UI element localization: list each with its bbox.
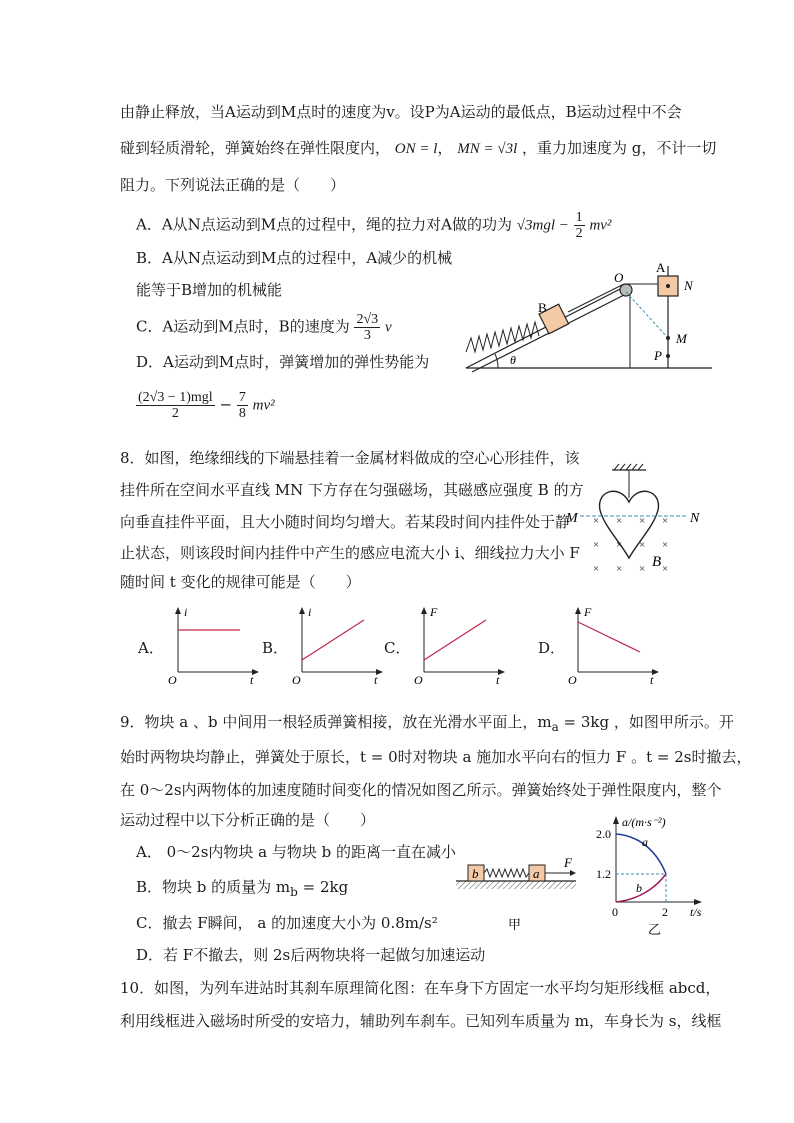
label-n: N <box>690 511 700 526</box>
q9-option-d: D．若 F不撤去，则 2s后两物块将一起做匀加速运动 <box>136 946 486 964</box>
ceiling-hatch <box>614 464 643 470</box>
q9-option-a: A． 0～2s内物块 a 与物块 b 的距离一直在减小 <box>136 843 457 861</box>
q7-option-d-fraction-1 <box>136 390 215 421</box>
svg-text:×: × <box>616 515 623 527</box>
svg-text:×: × <box>593 539 600 551</box>
q9-line-1-a: 9．物块 a 、b 中间用一根轻质弹簧相接，放在光滑水平面上，m <box>120 713 552 731</box>
q8-line-4: 止状态，则该段时间内挂件中产生的感应电流大小 i、细线拉力大小 F <box>120 544 580 562</box>
label-m: M <box>566 511 578 526</box>
svg-text:×: × <box>662 539 669 551</box>
q7-figure <box>458 246 718 376</box>
y-axis-label: F <box>430 606 438 619</box>
q8-graph <box>168 606 268 686</box>
q8-line-1: 8．如图，绝缘细线的下端悬挂着一金属材料做成的空心心形挂件，该 <box>120 449 580 467</box>
fraction-denominator: 2 <box>171 406 179 421</box>
angle-arc <box>495 354 498 368</box>
q7-on-equation: ON = l <box>394 141 438 157</box>
label-a: a <box>533 866 540 881</box>
q8-graph <box>568 606 668 686</box>
x-axis-label: t <box>650 673 654 686</box>
tick-2-0: 2.0 <box>596 827 611 841</box>
fraction-denominator: 8 <box>238 406 246 421</box>
svg-text:×: × <box>616 563 623 575</box>
q7-line-3: 阻力。下列说法正确的是（ ） <box>120 176 346 194</box>
q8-option-label: B． <box>262 639 289 657</box>
x-axis-label: t <box>374 673 378 686</box>
fraction-numerator: 2√3 <box>356 312 379 327</box>
label-f: F <box>564 855 572 870</box>
q7-option-a-fraction <box>574 210 585 241</box>
q8-line-3: 向垂直挂件平面，且大小随时间均匀增大。若某段时间内挂件处于静 <box>120 513 571 531</box>
q9-option-b <box>136 877 348 902</box>
q9-figure-yi <box>596 810 716 938</box>
q9-option-b-b: = 2kg <box>297 878 349 896</box>
fraction-numerator: (2√3 − 1)mgl <box>138 390 213 405</box>
svg-text:×: × <box>662 515 669 527</box>
q7-option-a-text: A．A从N点运动到M点的过程中，绳的拉力对A做的功为 <box>136 215 512 234</box>
q7-option-d-fraction-2 <box>237 390 248 421</box>
svg-text:×: × <box>593 515 600 527</box>
q7-option-a-expr1: √3mgl − <box>516 217 569 234</box>
curve-a <box>616 834 666 874</box>
q9-line-1-b: = 3kg ，如图甲所示。开 <box>558 713 734 731</box>
string-b <box>568 284 624 312</box>
q9-option-c: C．撤去 F瞬间， a 的加速度大小为 0.8m/s² <box>136 914 438 932</box>
y-arrow-icon <box>299 607 305 614</box>
q9-option-b-a: B．物块 b 的质量为 m <box>136 878 291 896</box>
minus-sign: − <box>219 395 233 414</box>
q7-line-1: 由静止释放，当A运动到M点时的速度为v。设P为A运动的最低点，B运动过程中不会 <box>120 103 682 121</box>
q9-line-2: 始时两物块均静止，弹簧处于原长，t = 0时对物块 a 施加水平向右的恒力 F 。t = 2s时撤去， <box>120 748 752 766</box>
svg-text:×: × <box>639 563 646 575</box>
fraction-denominator: 2 <box>575 226 583 241</box>
q7-option-a <box>136 210 611 241</box>
origin-label: 0 <box>612 905 618 919</box>
y-arrow-icon <box>575 607 581 614</box>
label-curve-a: a <box>642 835 648 849</box>
q8-graph <box>414 606 514 686</box>
fraction-numerator: 7 <box>238 390 246 405</box>
q9-line-1 <box>120 712 734 737</box>
ground-hatch <box>456 881 576 889</box>
q7-option-c-text: C．A运动到M点时，B的速度为 <box>136 317 350 336</box>
q10-line-1: 10．如图，为列车进站时其刹车原理简化图：在车身下方固定一水平均匀矩形线框 abcd， <box>120 979 721 997</box>
origin-label: O <box>414 673 423 686</box>
q7-option-d-tail: mv² <box>252 397 275 414</box>
x-axis-label: t <box>250 673 254 686</box>
arrow-head-icon <box>570 870 576 876</box>
y-axis-label: i <box>184 606 188 619</box>
q9-line-3: 在 0～2s内两物体的加速度随时间变化的情况如图乙所示。弹簧始终处于弹性限度内，整个 <box>120 781 722 799</box>
graph-line <box>424 620 486 660</box>
q7-option-b-line-1: B．A从N点运动到M点的过程中，A减少的机械 <box>136 249 453 267</box>
spring <box>484 869 529 877</box>
y-axis-label: F <box>584 606 592 619</box>
label-o: O <box>614 270 624 285</box>
y-arrow-icon <box>613 816 619 824</box>
q8-option-label: C． <box>384 639 411 657</box>
q8-line-5: 随时间 t 变化的规律可能是（ ） <box>120 573 361 591</box>
q10-line-2: 利用线框进入磁场时所受的安培力，辅助列车刹车。已知列车质量为 m，车身长为 s，线框 <box>120 1012 722 1030</box>
q8-graph <box>292 606 392 686</box>
label-p: P <box>654 348 662 363</box>
point-p <box>666 354 670 358</box>
caption-jia: 甲 <box>508 917 522 932</box>
spring <box>466 322 539 352</box>
q8-line-2: 挂件所在空间水平直线 MN 下方存在匀强磁场，其磁感应强度 B 的方 <box>120 481 584 499</box>
q7-option-b-line-2: 能等于B增加的机械能 <box>136 281 283 299</box>
y-arrow-icon <box>421 607 427 614</box>
q7-option-c-fraction <box>354 312 380 343</box>
q9-line-4: 运动过程中以下分析正确的是（ ） <box>120 811 376 829</box>
svg-text:×: × <box>662 563 669 575</box>
tick-2: 2 <box>662 905 668 919</box>
q7-line-2: 碰到轻质滑轮，弹簧始终在弹性限度内， ON = l， MN = √3l ，重力加速度为 g，不计一切 <box>120 139 717 157</box>
q7-option-d-text: D．A运动到M点时，弹簧增加的弹性势能为 <box>136 353 430 371</box>
origin-label: O <box>168 673 177 686</box>
q7-mn-equation: MN = √3l <box>457 141 518 157</box>
q7-option-d-expression <box>136 390 275 421</box>
x-axis-label: t/s <box>690 905 702 919</box>
q8-option-label: A． <box>138 639 164 657</box>
y-axis-label: a/(m·s⁻²) <box>622 815 666 829</box>
label-curve-b: b <box>636 881 642 895</box>
point-m <box>666 336 670 340</box>
x-axis-label: t <box>496 673 500 686</box>
y-axis-label: i <box>308 606 312 619</box>
q7-line-2-a: 碰到轻质滑轮，弹簧始终在弹性限度内， <box>120 139 391 157</box>
origin-label: O <box>568 673 577 686</box>
heart-pendant <box>600 491 659 558</box>
y-arrow-icon <box>175 607 181 614</box>
tick-1-2: 1.2 <box>596 867 611 881</box>
q8-figure <box>560 460 710 585</box>
graph-line <box>578 622 640 652</box>
svg-text:×: × <box>593 563 600 575</box>
label-b: B <box>538 300 547 315</box>
q8-option-label: D． <box>538 639 566 657</box>
label-theta: θ <box>510 353 516 367</box>
pulley-icon <box>620 284 632 296</box>
label-m: M <box>676 331 687 346</box>
dashed-line-om <box>626 292 668 338</box>
subscript-b: b <box>290 885 298 899</box>
q9-figure-jia <box>452 855 592 935</box>
svg-text:×: × <box>639 539 646 551</box>
fraction-numerator: 1 <box>575 210 583 225</box>
q7-option-c-tail: v <box>384 319 392 336</box>
point-n <box>666 284 670 288</box>
label-n: N <box>684 278 693 293</box>
origin-label: O <box>292 673 301 686</box>
fraction-denominator: 3 <box>363 328 371 343</box>
label-a: A <box>656 260 666 275</box>
q7-option-c <box>136 312 392 343</box>
label-b: b <box>472 866 479 881</box>
subscript-a: a <box>551 720 559 734</box>
caption-yi: 乙 <box>648 922 662 937</box>
svg-text:×: × <box>616 539 623 551</box>
q7-option-a-expr2: mv² <box>589 217 612 234</box>
q7-line-2-b: ，重力加速度为 g，不计一切 <box>522 139 717 157</box>
label-b: B <box>652 554 662 570</box>
graph-line <box>302 620 364 660</box>
svg-text:×: × <box>639 515 646 527</box>
